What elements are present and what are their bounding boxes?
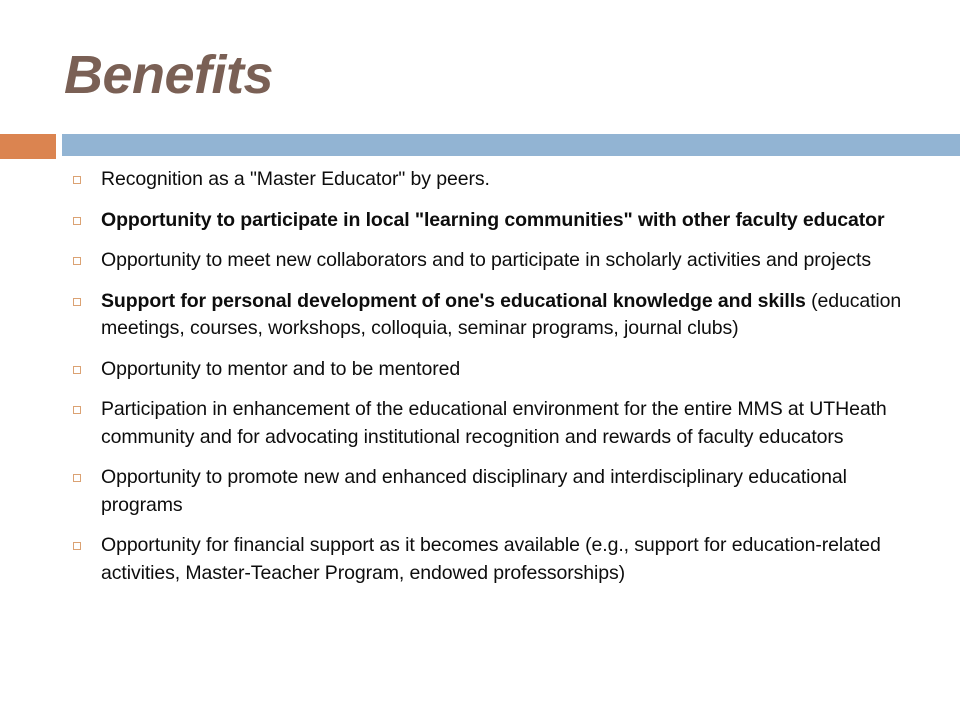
list-item-text: Opportunity to participate in local "learning communities" with other faculty educator bbox=[101, 208, 885, 231]
benefits-bullet-list bbox=[64, 166, 924, 587]
list-item bbox=[64, 288, 924, 343]
square-bullet-icon bbox=[73, 217, 81, 225]
list-item-text: Opportunity for financial support as it becomes available (e.g., support for education-related activities, Master-Teacher Program, endowed professorships) bbox=[101, 534, 881, 584]
list-item bbox=[64, 207, 924, 235]
list-item-text: Opportunity to promote new and enhanced disciplinary and interdisciplinary educational programs bbox=[101, 466, 847, 516]
square-bullet-icon bbox=[73, 366, 81, 374]
list-item bbox=[64, 166, 924, 194]
list-item-text: Participation in enhancement of the educational environment for the entire MMS at UTHeath community and for advocating institutional recognition and rewards of faculty educators bbox=[101, 398, 887, 448]
square-bullet-icon bbox=[73, 406, 81, 414]
list-item bbox=[64, 464, 924, 519]
list-item bbox=[64, 356, 924, 384]
square-bullet-icon bbox=[73, 257, 81, 265]
list-item-text: Support for personal development of one's educational knowledge and skills (education meetings, courses, workshops, colloquia, seminar programs, journal clubs) bbox=[101, 289, 902, 339]
list-item-text-secondary: (education meetings, courses, workshops, colloquia, seminar programs, journal clubs) bbox=[101, 289, 902, 339]
square-bullet-icon bbox=[73, 298, 81, 306]
page-title: Benefits bbox=[64, 45, 274, 105]
square-bullet-icon bbox=[73, 474, 81, 482]
list-item-text: Recognition as a "Master Educator" by peers. bbox=[101, 168, 490, 190]
list-item bbox=[64, 396, 924, 451]
square-bullet-icon bbox=[73, 542, 81, 550]
list-item-text: Opportunity to meet new collaborators and to participate in scholarly activities and projects bbox=[101, 249, 872, 271]
list-item bbox=[64, 532, 924, 587]
square-bullet-icon bbox=[73, 176, 81, 184]
list-item bbox=[64, 247, 924, 275]
blue-accent-bar bbox=[62, 134, 960, 156]
list-item-text: Opportunity to mentor and to be mentored bbox=[101, 357, 461, 380]
orange-accent-bar bbox=[0, 134, 56, 159]
